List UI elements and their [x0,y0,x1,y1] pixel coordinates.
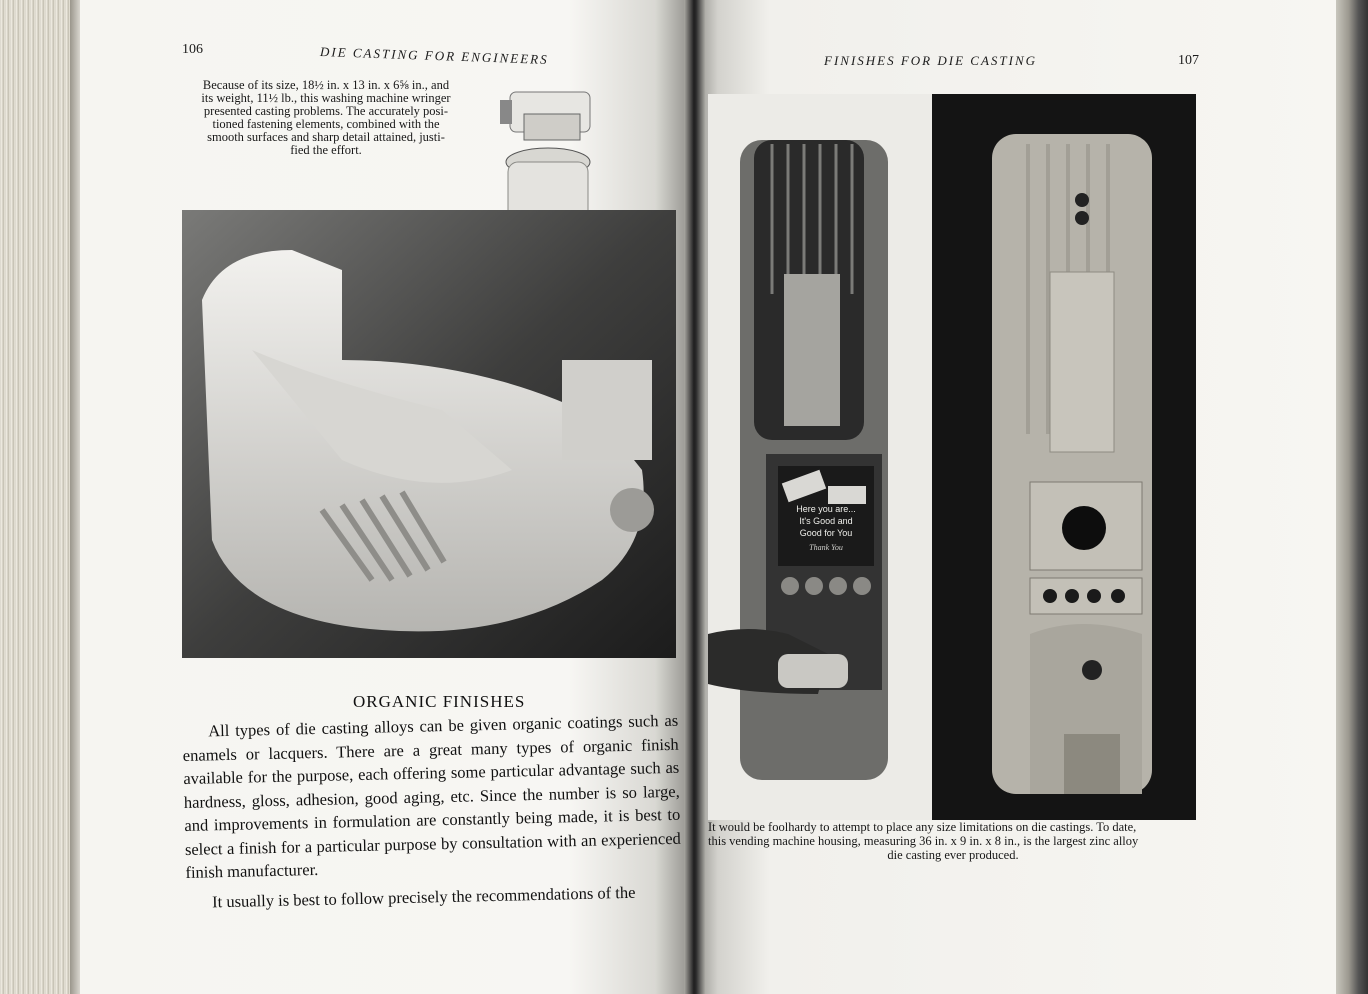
figure-caption-left [176,79,476,157]
caption-line: smooth surfaces and sharp detail attained, justi- [207,130,445,144]
paragraph: It usually is best to follow precisely the recommendations of the [211,882,636,911]
book-gutter [684,0,706,994]
caption-line: It would be foolhardy to attempt to place any size limitations on die castings. To date, [708,820,1137,834]
caption-line: tioned fastening elements, combined with the [212,117,440,131]
page-edges-left [0,0,78,994]
caption-line: Because of its size, 18½ in. x 13 in. x 6⅝ in., and [202,78,450,92]
running-head-left: DIE CASTING FOR ENGINEERS [319,44,549,67]
running-head-right: FINISHES FOR DIE CASTING [824,53,1038,68]
caption-line: die casting ever produced. [887,848,1019,862]
caption-line: this vending machine housing, measuring 36 in. x 9 in. x 8 in., is the largest zinc alloy [708,834,1139,848]
page-number-right: 107 [1178,53,1199,68]
page-edges-right [1336,0,1368,994]
caption-line: its weight, 11½ lb., this washing machine wringer [201,91,451,105]
vending-machine-finished-photo [708,94,932,820]
page-number-left: 106 [182,42,203,57]
right-page [692,0,1340,994]
section-heading: ORGANIC FINISHES [353,692,526,711]
caption-line: fied the effort. [290,143,362,157]
wringer-casting-photo [182,210,676,658]
sign-line: Thank You [809,543,843,552]
body-text [182,709,682,914]
sign-line: Here you are... [796,504,856,514]
paragraph: All types of die casting alloys can be given organic coatings such as enamels or lacquers. There are a great many types of organic finish available for the purpose, each offering some particular advantage such as hardness, gloss, adhesion, good aging, etc. Since the number is so large, and improvements in formulation are constantly being made, it is best to select a finish for a particular purpose by consultation with an experienced finish manufacturer. [182,710,682,882]
sign-line: Good for You [799,528,853,538]
caption-line: presented casting problems. The accurately posi- [203,104,449,118]
left-page [80,0,692,994]
figure-caption-right [708,820,1198,862]
vending-machine-casting-photo [932,94,1196,820]
sign-line: It's Good and [799,516,853,526]
